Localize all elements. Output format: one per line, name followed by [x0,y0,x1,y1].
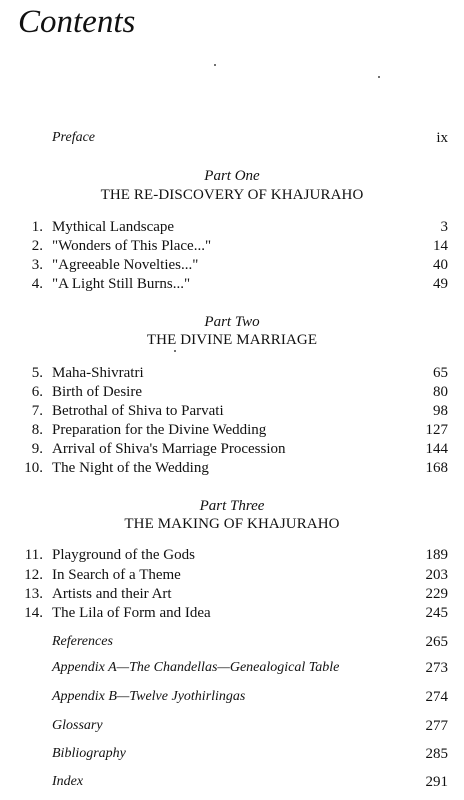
entry-page: ix [436,130,448,146]
chapter-entry[interactable] [0,584,464,604]
chapter-title: The Lila of Form and Idea [52,605,211,621]
back-matter-entry[interactable] [0,687,464,707]
chapter-page: 229 [425,586,448,602]
chapter-page: 3 [440,219,448,235]
chapter-page: 65 [433,365,448,381]
chapter-page: 14 [433,238,448,254]
back-matter-entry[interactable] [0,658,464,678]
chapter-entry[interactable] [0,255,464,275]
entry-title: Preface [52,130,96,145]
chapter-number: 12. [24,567,43,583]
chapter-number: 6. [31,384,43,400]
chapter-title: Artists and their Art [52,586,172,602]
page-title: Contents [18,4,136,40]
chapter-title: Preparation for the Divine Wedding [52,422,267,438]
chapter-number: 1. [31,219,43,235]
chapter-title: Arrival of Shiva's Marriage Procession [52,441,286,457]
entry-title: Bibliography [52,746,126,761]
chapter-page: 203 [425,567,448,583]
chapter-entry[interactable] [0,603,464,623]
chapter-entry[interactable] [0,382,464,402]
chapter-number: 5. [31,365,43,381]
chapter-title: "A Light Still Burns..." [52,276,191,292]
chapter-title: Playground of the Gods [52,547,195,563]
entry-title: References [52,634,113,649]
entry-title: Appendix B—Twelve Jyothirlingas [52,689,246,704]
part-title: THE RE-DISCOVERY OF KHAJURAHO [100,187,364,203]
chapter-page: 40 [433,257,448,273]
chapter-number: 14. [24,605,43,621]
chapter-page: 168 [425,460,448,476]
back-matter-entry[interactable] [0,772,464,792]
entry-page: 285 [425,746,448,762]
chapter-page: 144 [425,441,448,457]
entry-page: 291 [425,774,448,790]
entry-page: 277 [425,718,448,734]
chapter-number: 10. [24,460,43,476]
back-matter-entry[interactable] [0,744,464,764]
chapter-page: 127 [425,422,448,438]
chapter-page: 245 [425,605,448,621]
chapter-entry[interactable] [0,565,464,585]
part-label: Part One [204,168,260,184]
chapter-entry[interactable] [0,439,464,459]
chapter-entry[interactable] [0,274,464,294]
entry-page: 274 [425,689,448,705]
chapter-entry[interactable] [0,363,464,383]
part-label: Part Three [199,498,265,514]
chapter-number: 8. [31,422,43,438]
chapter-entry[interactable] [0,458,464,478]
chapter-entry[interactable] [0,401,464,421]
chapter-page: 98 [433,403,448,419]
chapter-number: 2. [31,238,43,254]
chapter-number: 7. [31,403,43,419]
chapter-title: Mythical Landscape [52,219,175,235]
chapter-entry[interactable] [0,420,464,440]
chapter-number: 13. [24,586,43,602]
chapter-title: Betrothal of Shiva to Parvati [52,403,224,419]
chapter-page: 189 [425,547,448,563]
preface-entry[interactable] [0,128,464,148]
chapter-page: 49 [433,276,448,292]
chapter-number: 11. [24,547,43,563]
chapter-title: "Agreeable Novelties..." [52,257,199,273]
part-title: THE DIVINE MARRIAGE [146,332,318,348]
entry-title: Appendix A—The Chandellas—Genealogical Table [52,660,340,675]
chapter-page: 80 [433,384,448,400]
chapter-title: Birth of Desire [52,384,142,400]
print-speck [174,350,176,352]
chapter-title: "Wonders of This Place..." [52,238,212,254]
chapter-number: 4. [31,276,43,292]
entry-page: 273 [425,660,448,676]
print-speck [378,76,380,78]
back-matter-entry[interactable] [0,716,464,736]
chapter-entry[interactable] [0,236,464,256]
entry-title: Index [52,774,84,789]
entry-page: 265 [425,634,448,650]
part-title: THE MAKING OF KHAJURAHO [124,516,340,532]
chapter-title: In Search of a Theme [52,567,181,583]
print-speck [214,64,216,66]
chapter-entry[interactable] [0,217,464,237]
back-matter-entry[interactable] [0,632,464,652]
part-label: Part Two [204,314,260,330]
chapter-entry[interactable] [0,545,464,565]
entry-title: Glossary [52,718,103,733]
chapter-title: Maha-Shivratri [52,365,144,381]
chapter-number: 3. [31,257,43,273]
chapter-title: The Night of the Wedding [52,460,209,476]
chapter-number: 9. [31,441,43,457]
